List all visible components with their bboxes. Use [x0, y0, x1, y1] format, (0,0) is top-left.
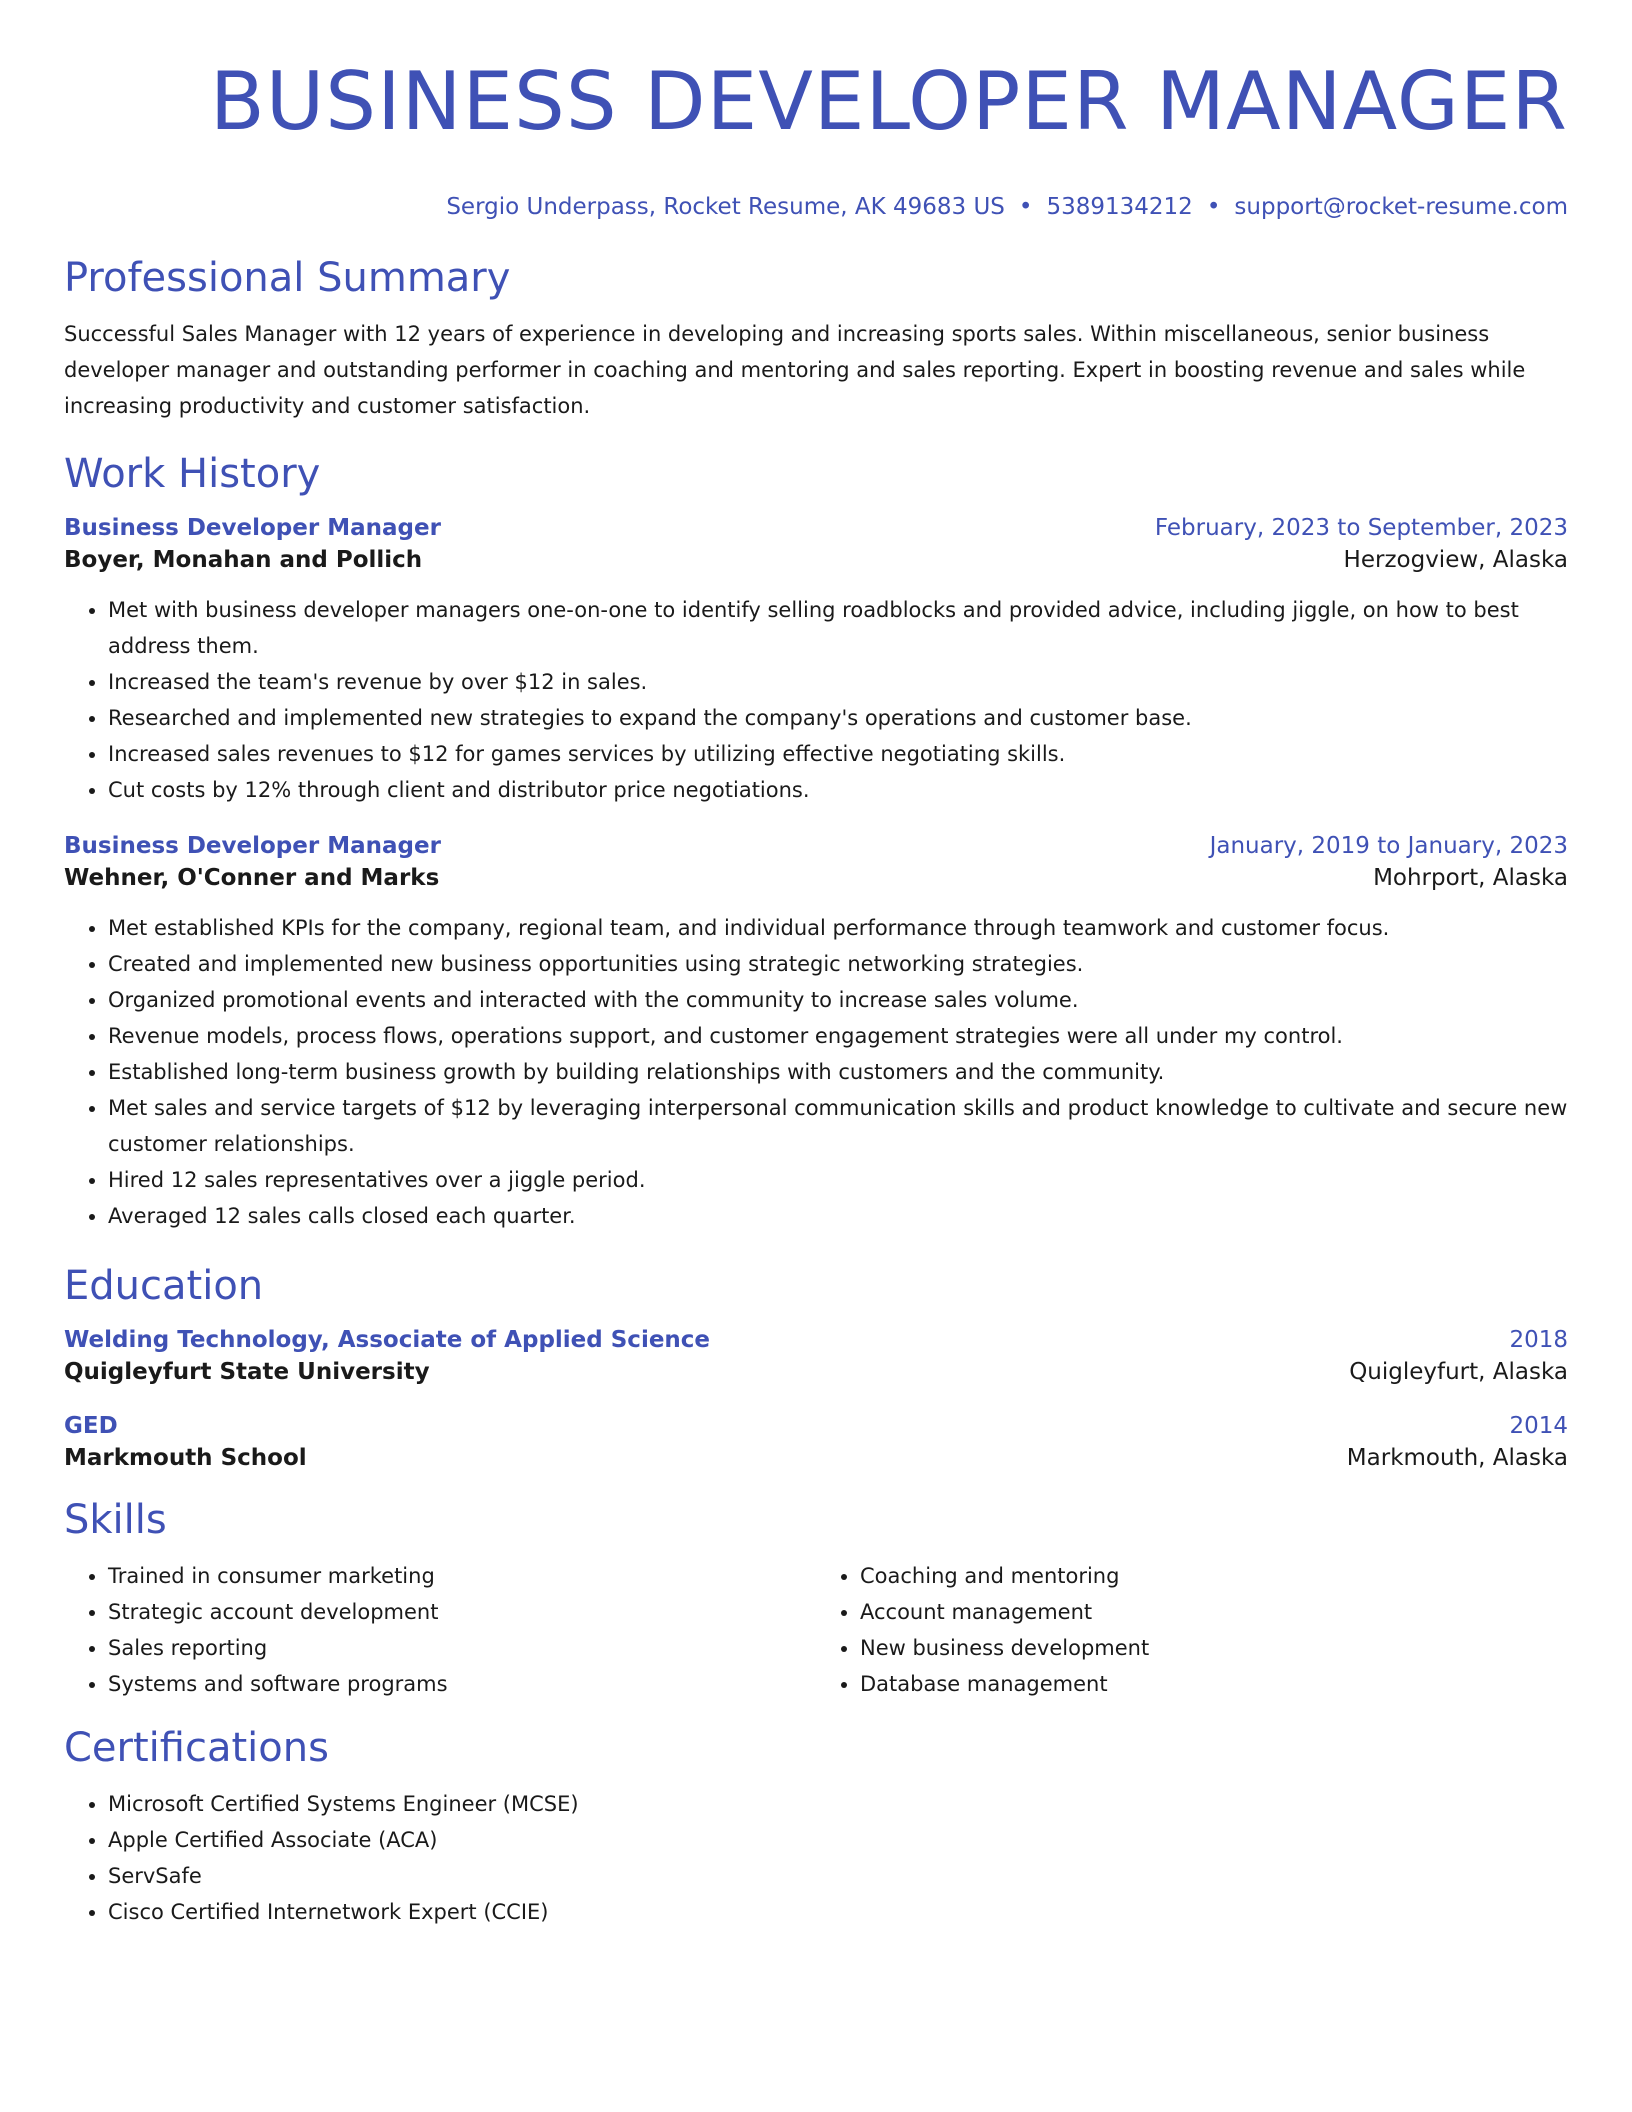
job-bullet: • Increased the team's revenue by over $12 in sales.	[108, 664, 1568, 700]
skill-item: • Account management	[860, 1594, 1568, 1630]
education-school: Quigleyfurt State University	[64, 1359, 430, 1385]
skills-grid	[64, 1558, 1568, 1702]
job-location: Mohrport, Alaska	[1373, 865, 1568, 891]
work-history-heading: Work History	[64, 451, 321, 497]
skill-item: • New business development	[860, 1630, 1568, 1666]
job-bullet: • Increased sales revenues to $12 for games services by utilizing effective negotiating skills.	[108, 736, 1568, 772]
education-year: 2018	[1509, 1327, 1568, 1353]
job-bullets	[64, 592, 1568, 808]
job-role: Business Developer Manager	[64, 515, 441, 541]
education-heading: Education	[64, 1263, 264, 1309]
resume-title: BUSINESS DEVELOPER MANAGER	[209, 55, 1568, 148]
skill-item: • Coaching and mentoring	[860, 1558, 1568, 1594]
summary-text: Successful Sales Manager with 12 years of experience in developing and increasing sports sales. Within miscellaneous, senior business developer manager and outstanding performer in coaching and mentoring and sales reporting. Expert in boosting revenue and sales while increasing productivity and customer satisfaction.	[64, 322, 1526, 418]
contact-phone: 5389134212	[1046, 194, 1193, 220]
job-bullet: • Met sales and service targets of $12 by leveraging interpersonal communication skills and product knowledge to cultivate and secure new customer relationships.	[108, 1090, 1568, 1162]
skills-column-right	[816, 1558, 1568, 1702]
certifications-list	[64, 1786, 1568, 1930]
education-header-row	[64, 1324, 1568, 1356]
job-bullet: • Met with business developer managers one-on-one to identify selling roadblocks and provided advice, including jiggle, on how to best address them.	[108, 592, 1568, 664]
education-year: 2014	[1509, 1413, 1568, 1439]
education-location: Markmouth, Alaska	[1346, 1445, 1568, 1471]
job-header-row	[64, 830, 1568, 862]
education-school-row	[64, 1356, 1568, 1388]
summary-heading: Professional Summary	[64, 255, 511, 301]
education-degree: GED	[64, 1413, 118, 1439]
job-location: Herzogview, Alaska	[1343, 547, 1568, 573]
contact-separator: •	[1018, 194, 1033, 220]
contact-separator: •	[1206, 194, 1221, 220]
skill-item: • Sales reporting	[108, 1630, 816, 1666]
job-entry	[64, 512, 1568, 576]
education-entry	[64, 1410, 1568, 1474]
education-location: Quigleyfurt, Alaska	[1349, 1359, 1568, 1385]
certification-item: • ServSafe	[108, 1858, 1568, 1894]
skill-item: • Database management	[860, 1666, 1568, 1702]
certification-item: • Apple Certified Associate (ACA)	[108, 1822, 1568, 1858]
education-school-row	[64, 1442, 1568, 1474]
skill-item: • Systems and software programs	[108, 1666, 816, 1702]
job-bullet: • Cut costs by 12% through client and distributor price negotiations.	[108, 772, 1568, 808]
skill-item: • Strategic account development	[108, 1594, 816, 1630]
contact-address: Sergio Underpass, Rocket Resume, AK 49683 US	[446, 194, 1005, 220]
education-header-row	[64, 1410, 1568, 1442]
contact-line	[64, 192, 1568, 222]
job-bullet: • Met established KPIs for the company, regional team, and individual performance through teamwork and customer focus.	[108, 910, 1568, 946]
skill-item: • Trained in consumer marketing	[108, 1558, 816, 1594]
job-entry	[64, 830, 1568, 894]
skills-heading: Skills	[64, 1497, 167, 1543]
certification-item: • Cisco Certified Internetwork Expert (CCIE)	[108, 1894, 1568, 1930]
education-school: Markmouth School	[64, 1445, 307, 1471]
job-role: Business Developer Manager	[64, 833, 441, 859]
job-dates: February, 2023 to September, 2023	[1154, 515, 1568, 541]
job-bullet: • Averaged 12 sales calls closed each quarter.	[108, 1198, 1568, 1234]
job-bullet: • Organized promotional events and interacted with the community to increase sales volume.	[108, 982, 1568, 1018]
job-header-row	[64, 512, 1568, 544]
job-company-row	[64, 862, 1568, 894]
job-company-row	[64, 544, 1568, 576]
education-degree: Welding Technology, Associate of Applied Science	[64, 1327, 711, 1353]
contact-email[interactable]: support@rocket-resume.com	[1234, 194, 1568, 220]
education-entry	[64, 1324, 1568, 1388]
job-bullet: • Established long-term business growth by building relationships with customers and the community.	[108, 1054, 1568, 1090]
job-company: Wehner, O'Conner and Marks	[64, 865, 440, 891]
job-bullet: • Hired 12 sales representatives over a jiggle period.	[108, 1162, 1568, 1198]
certification-item: • Microsoft Certified Systems Engineer (MCSE)	[108, 1786, 1568, 1822]
job-company: Boyer, Monahan and Pollich	[64, 547, 423, 573]
job-bullets	[64, 910, 1568, 1234]
job-dates: January, 2019 to January, 2023	[1209, 833, 1568, 859]
skills-column-left	[64, 1558, 816, 1702]
certifications-heading: Certifications	[64, 1725, 329, 1771]
job-bullet: • Created and implemented new business opportunities using strategic networking strategies.	[108, 946, 1568, 982]
job-bullet: • Revenue models, process flows, operations support, and customer engagement strategies were all under my control.	[108, 1018, 1568, 1054]
job-bullet: • Researched and implemented new strategies to expand the company's operations and customer base.	[108, 700, 1568, 736]
